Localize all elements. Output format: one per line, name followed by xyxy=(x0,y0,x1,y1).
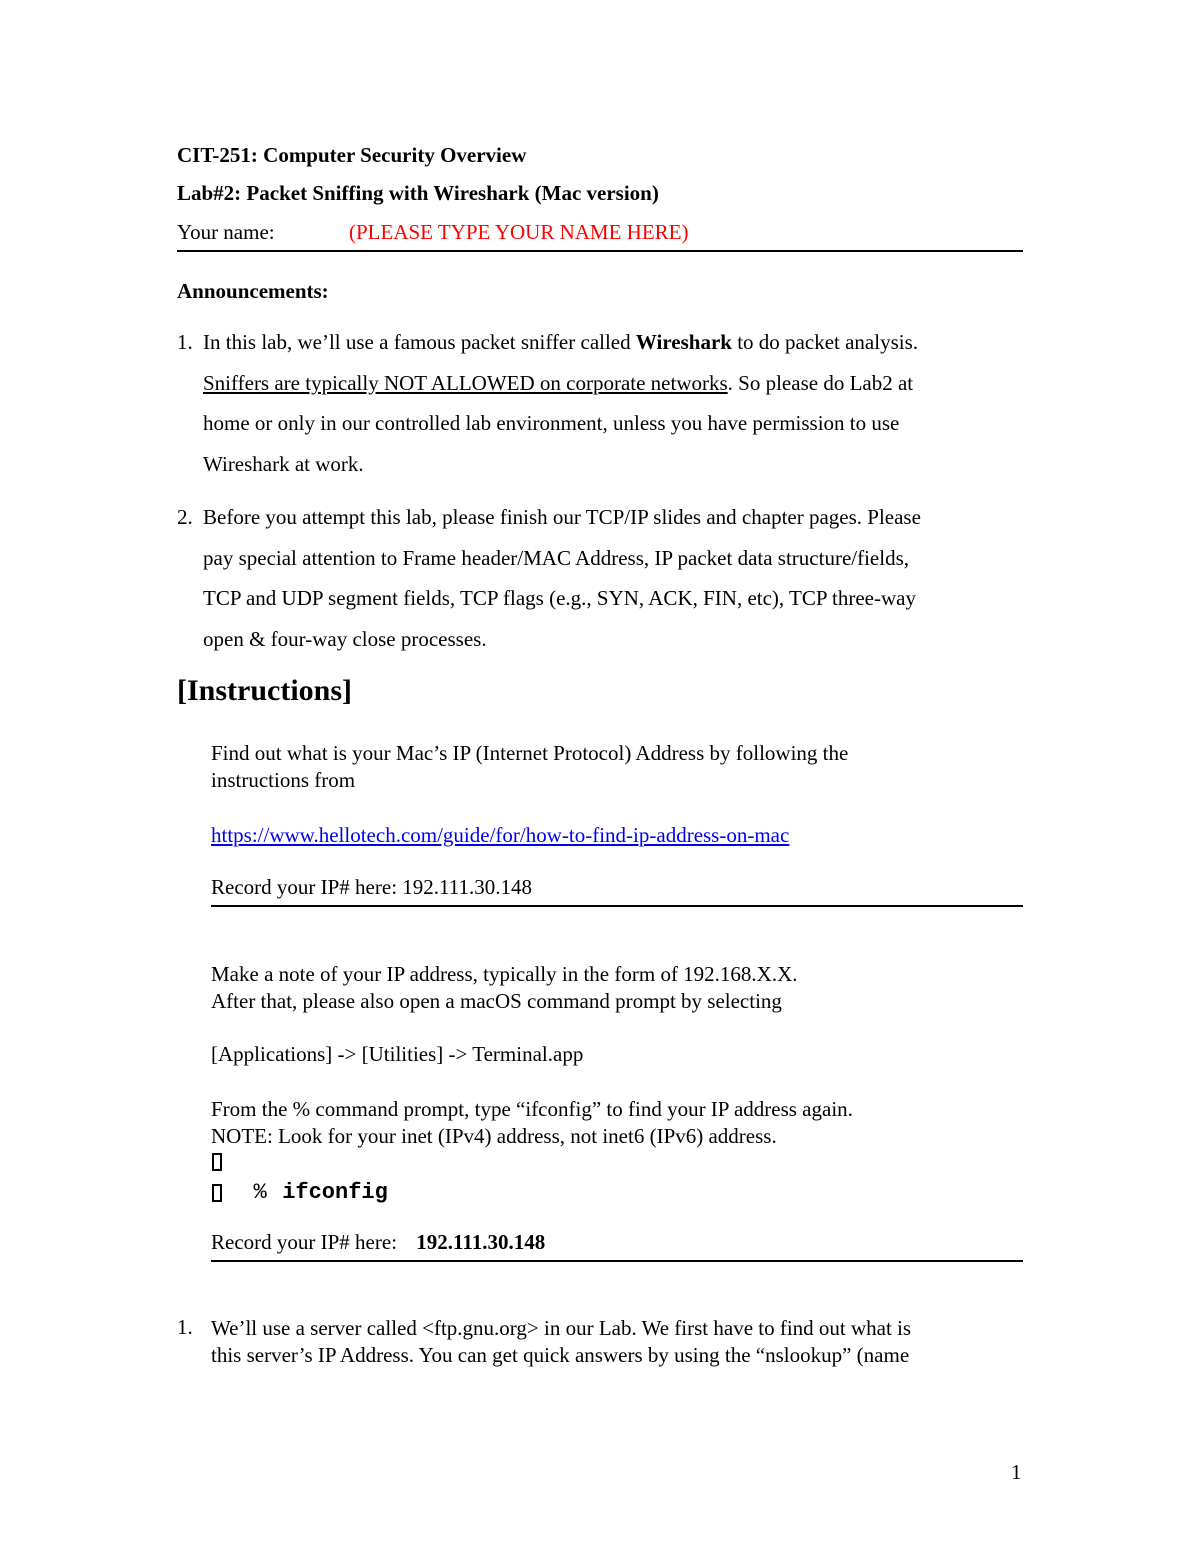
hellotech-link[interactable]: https://www.hellotech.com/guide/for/how-to-find-ip-address-on-mac xyxy=(211,823,790,847)
record-ip-2-value[interactable]: 192.111.30.148 xyxy=(416,1230,546,1254)
wireshark-bold: Wireshark xyxy=(635,330,732,354)
step-1-line1: We’ll use a server called <ftp.gnu.org> in our Lab. We first have to find out what is xyxy=(211,1316,912,1340)
announcement-2-line3: TCP and UDP segment fields, TCP flags (e.g., SYN, ACK, FIN, etc), TCP three-way xyxy=(203,586,916,610)
record-ip-2-label: Record your IP# here: xyxy=(211,1230,398,1254)
find-ip-line2: instructions from xyxy=(211,768,356,792)
name-label: Your name: xyxy=(177,220,275,244)
name-field[interactable]: (PLEASE TYPE YOUR NAME HERE) xyxy=(349,220,689,244)
announcement-2-line2: pay special attention to Frame header/MAC Address, IP packet data structure/fields, xyxy=(203,545,910,570)
announcement-2 xyxy=(203,497,1033,659)
announcement-2-number: 2. xyxy=(177,505,193,529)
prompt-symbol: % xyxy=(253,1180,267,1205)
lab-title: Lab#2: Packet Sniffing with Wireshark (Mac version) xyxy=(177,181,659,205)
course-title: CIT-251: Computer Security Overview xyxy=(177,143,527,167)
find-ip-paragraph xyxy=(211,740,1023,794)
command-example xyxy=(212,1178,388,1205)
command-line2: NOTE: Look for your inet (IPv4) address, not inet6 (IPv6) address. xyxy=(211,1124,777,1148)
command-line1: From the % command prompt, type “ifconfig” to find your IP address again. xyxy=(211,1097,853,1121)
sniffers-warning: Sniffers are typically NOT ALLOWED on corporate networks xyxy=(203,370,728,395)
bullet-placeholder-icon xyxy=(212,1184,222,1202)
bullet-placeholder-icon xyxy=(212,1153,222,1171)
hellotech-link-wrapper xyxy=(211,822,789,849)
menu-path: [Applications] -> [Utilities] -> Terminal.app xyxy=(211,1042,584,1066)
note-paragraph xyxy=(211,961,1023,1015)
announcement-1-text-b: to do packet analysis. xyxy=(731,330,919,354)
page-number: 1 xyxy=(1011,1460,1022,1484)
command-paragraph xyxy=(211,1096,1023,1150)
record-ip-row-2 xyxy=(211,1230,1023,1262)
announcements-title: Announcements: xyxy=(177,279,329,303)
step-1-line2: this server’s IP Address. You can get quick answers by using the “nslookup” (name xyxy=(211,1343,910,1367)
record-ip-1[interactable]: Record your IP# here: 192.111.30.148 xyxy=(211,875,532,899)
record-ip-row-1 xyxy=(211,875,1023,907)
announcement-1-line4: Wireshark at work. xyxy=(203,451,364,476)
step-1-number: 1. xyxy=(177,1315,193,1339)
note-line1: Make a note of your IP address, typically in the form of 192.168.X.X. xyxy=(211,962,798,986)
announcement-1-line3: home or only in our controlled lab environment, unless you have permission to use xyxy=(203,411,900,435)
find-ip-line1: Find out what is your Mac’s IP (Internet Protocol) Address by following the xyxy=(211,741,849,765)
ifconfig-command: ifconfig xyxy=(282,1180,388,1205)
announcement-1-text-c: . So please do Lab2 at xyxy=(727,370,914,395)
instructions-heading: [Instructions] xyxy=(177,674,353,707)
step-1-paragraph xyxy=(211,1315,1023,1369)
announcement-2-line4: open & four-way close processes. xyxy=(203,626,487,651)
announcement-1 xyxy=(203,322,1033,484)
name-row xyxy=(177,220,1023,252)
announcement-2-line1: Before you attempt this lab, please finish our TCP/IP slides and chapter pages. Please xyxy=(203,505,921,529)
announcement-1-text-a: In this lab, we’ll use a famous packet sniffer called xyxy=(203,330,636,354)
announcement-1-number: 1. xyxy=(177,330,193,354)
note-line2: After that, please also open a macOS command prompt by selecting xyxy=(211,989,782,1013)
